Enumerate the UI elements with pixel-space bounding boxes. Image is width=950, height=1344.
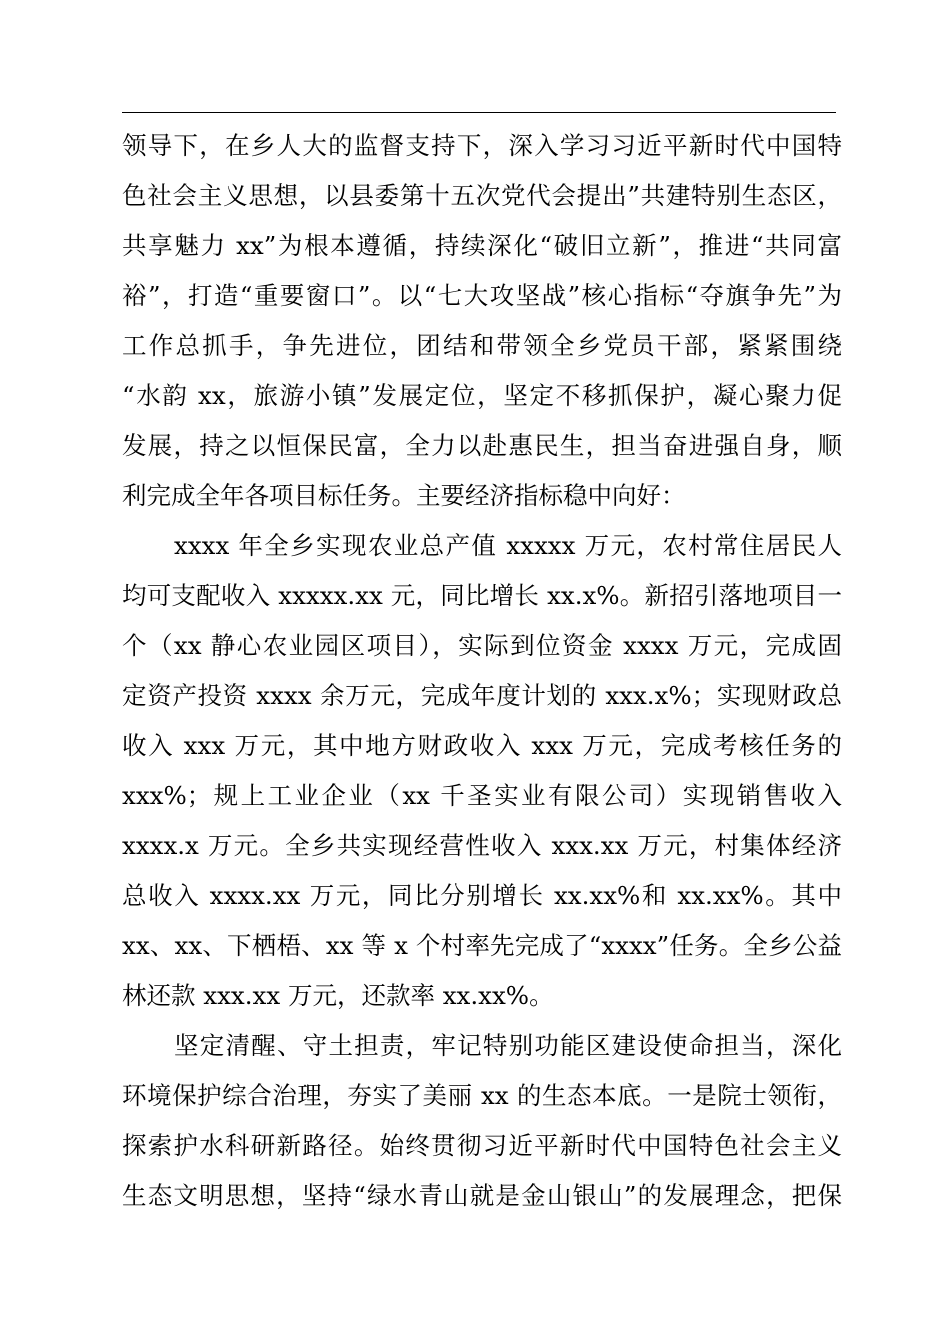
text-line: 个（xx 静心农业园区项目），实际到位资金 xxxx 万元，完成固 [122, 631, 842, 660]
text-line: xxxx.x 万元。全乡共实现经营性收入 xxx.xx 万元，村集体经济 [122, 831, 842, 860]
text-line: 环境保护综合治理，夯实了美丽 xx 的生态本底。一是院士领衔， [122, 1081, 842, 1110]
text-line: 收入 xxx 万元，其中地方财政收入 xxx 万元，完成考核任务的 [122, 731, 842, 760]
paragraph-2 [122, 524, 842, 1024]
text-line: 生态文明思想，坚持“绿水青山就是金山银山”的发展理念，把保 [122, 1181, 842, 1210]
text-line: xx、xx、下栖梧、xx 等 x 个村率先完成了“xxxx”任务。全乡公益 [122, 931, 842, 960]
text-line: xxx%；规上工业企业（xx 千圣实业有限公司）实现销售收入 [122, 781, 842, 810]
body-text [122, 124, 842, 1224]
text-line: 探索护水科研新路径。始终贯彻习近平新时代中国特色社会主义 [122, 1131, 842, 1160]
text-line: 发展，持之以恒保民富，全力以赴惠民生，担当奋进强自身，顺 [122, 431, 842, 460]
text-line: “水韵 xx，旅游小镇”发展定位，坚定不移抓保护，凝心聚力促 [122, 381, 842, 410]
text-line: 工作总抓手，争先进位，团结和带领全乡党员干部，紧紧围绕 [122, 331, 842, 360]
text-line: 裕”，打造“重要窗口”。以“七大攻坚战”核心指标“夺旗争先”为 [122, 281, 842, 310]
paragraph-1 [122, 124, 842, 524]
text-line: 总收入 xxxx.xx 万元，同比分别增长 xx.xx%和 xx.xx%。其中 [122, 881, 842, 910]
text-line: 共享魅力 xx”为根本遵循，持续深化“破旧立新”，推进“共同富 [122, 231, 842, 260]
paragraph-3 [122, 1024, 842, 1224]
text-line: 色社会主义思想，以县委第十五次党代会提出”共建特别生态区， [122, 181, 842, 210]
text-line: 领导下，在乡人大的监督支持下，深入学习习近平新时代中国特 [122, 131, 842, 160]
text-line: 坚定清醒、守土担责，牢记特别功能区建设使命担当，深化 [174, 1031, 842, 1060]
text-line: 利完成全年各项目标任务。主要经济指标稳中向好： [122, 481, 686, 510]
text-line: xxxx 年全乡实现农业总产值 xxxxx 万元，农村常住居民人 [174, 531, 842, 560]
header-rule [122, 112, 836, 113]
text-line: 定资产投资 xxxx 余万元，完成年度计划的 xxx.x%；实现财政总 [122, 681, 842, 710]
text-line: 林还款 xxx.xx 万元，还款率 xx.xx%。 [122, 981, 554, 1010]
text-line: 均可支配收入 xxxxx.xx 元，同比增长 xx.x%。新招引落地项目一 [122, 581, 842, 610]
